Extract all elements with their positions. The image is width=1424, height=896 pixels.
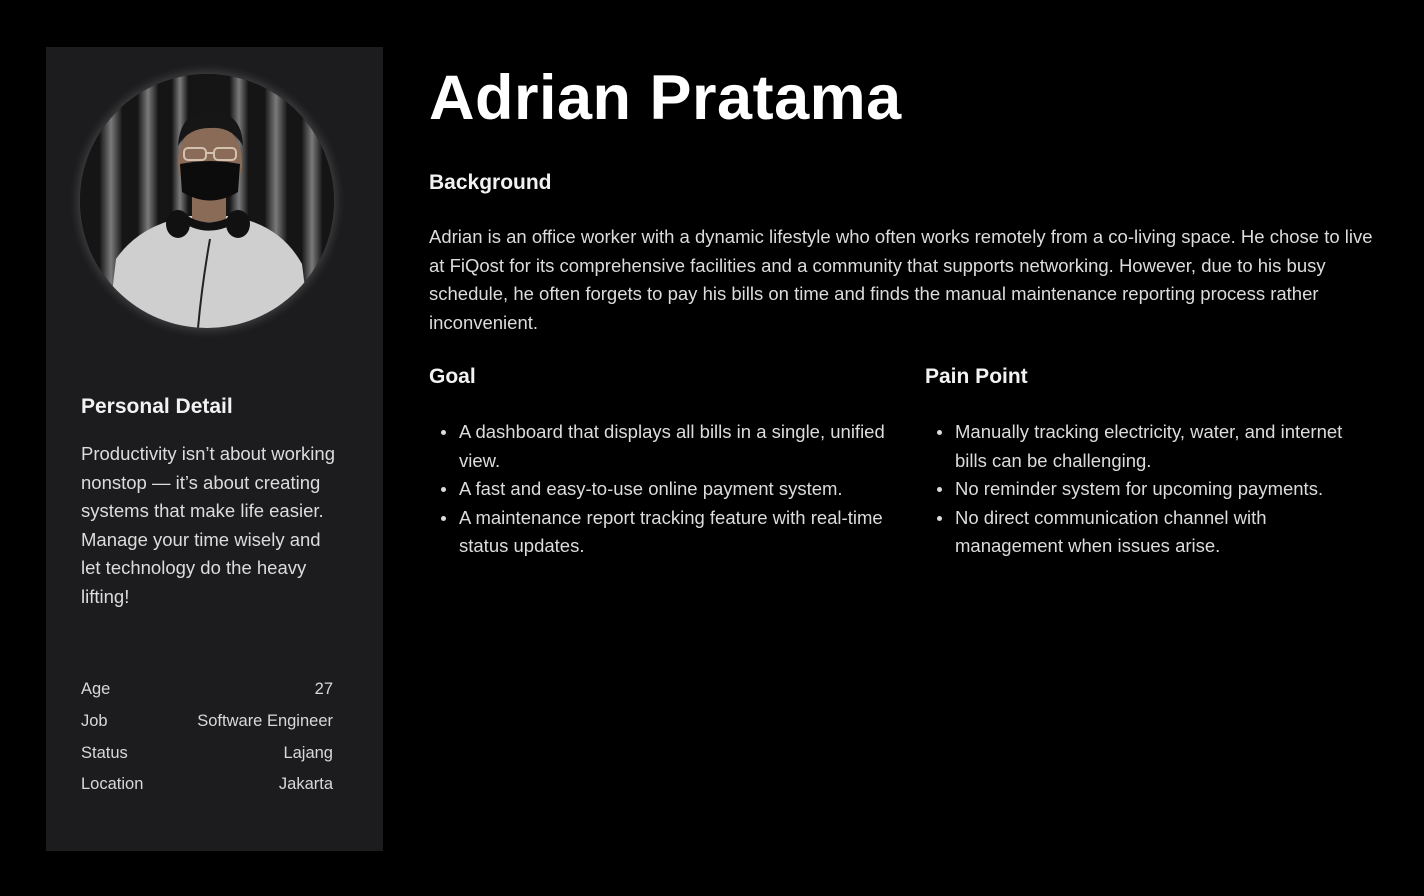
personal-details-list — [81, 674, 333, 801]
list-item: No direct communication channel with management when issues arise. — [925, 504, 1345, 561]
avatar — [80, 74, 334, 328]
personal-detail-heading: Personal Detail — [81, 395, 233, 418]
detail-label: Location — [81, 775, 144, 794]
goal-list — [429, 418, 899, 561]
detail-row-location — [81, 769, 333, 801]
pain-point-heading: Pain Point — [925, 365, 1028, 388]
personal-quote: Productivity isn’t about working nonstop — it’s about creating systems that make life easier. Manage your time wisely and let technology do the heavy lifting! — [81, 443, 335, 607]
list-item: A maintenance report tracking feature with real-time status updates. — [429, 504, 899, 561]
detail-row-age — [81, 674, 333, 706]
list-item: Manually tracking electricity, water, and internet bills can be challenging. — [925, 418, 1345, 475]
list-item: A fast and easy-to-use online payment system. — [429, 475, 899, 504]
background-heading: Background — [429, 171, 552, 194]
detail-value: 27 — [314, 680, 333, 699]
detail-label: Job — [81, 712, 108, 731]
list-item: A dashboard that displays all bills in a single, unified view. — [429, 418, 899, 475]
list-item: No reminder system for upcoming payments. — [925, 475, 1345, 504]
background-text: Adrian is an office worker with a dynamic lifestyle who often works remotely from a co-living space. He chose to live at FiQost for its comprehensive facilities and a community that supports networking. However, due to his busy schedule, he often forgets to pay his bills on time and finds the manual maintenance reporting process rather inconvenient. — [429, 226, 1373, 333]
detail-row-status — [81, 737, 333, 769]
detail-label: Status — [81, 743, 128, 762]
detail-label: Age — [81, 680, 111, 699]
goal-heading: Goal — [429, 365, 476, 388]
persona-name: Adrian Pratama — [429, 63, 902, 133]
detail-value: Lajang — [283, 743, 333, 762]
detail-value: Software Engineer — [197, 712, 333, 731]
persona-sidebar — [46, 47, 383, 851]
avatar-photo-illustration — [80, 74, 334, 328]
detail-row-job — [81, 706, 333, 738]
detail-value: Jakarta — [278, 775, 333, 794]
pain-point-list — [925, 418, 1345, 561]
